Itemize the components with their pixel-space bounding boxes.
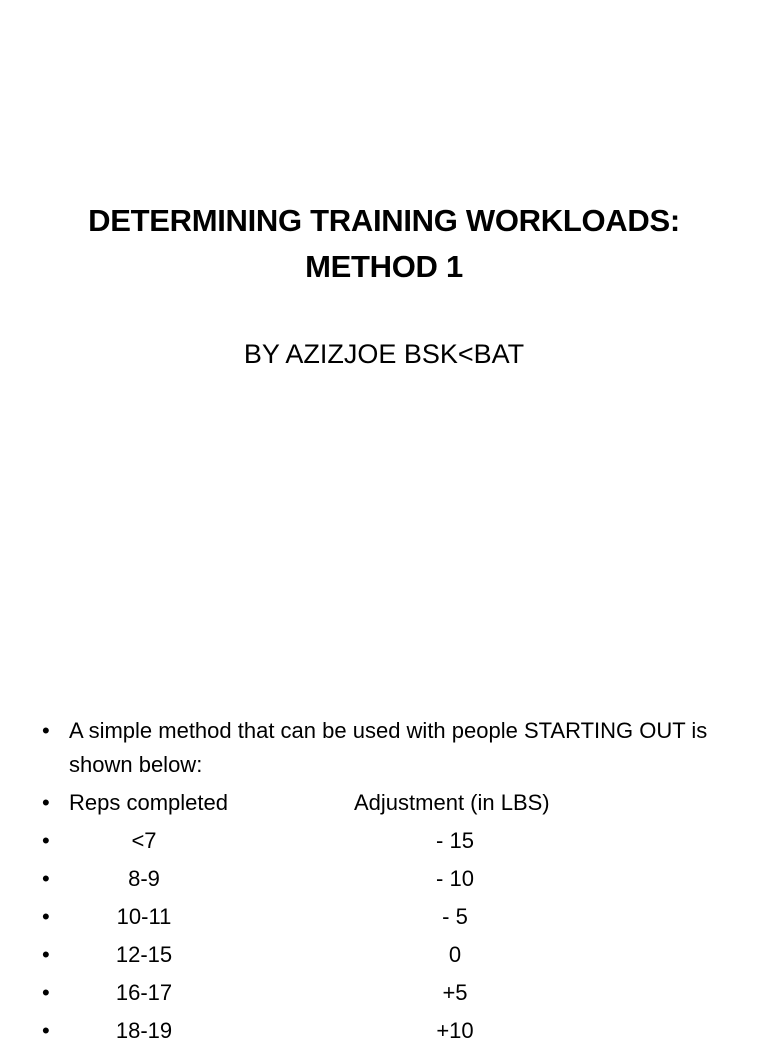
bullet-dot-icon: • bbox=[42, 1018, 50, 1043]
adjustment-value: - 5 bbox=[442, 904, 468, 929]
bullet-dot-icon: • bbox=[42, 790, 50, 815]
adjustment-value: +10 bbox=[436, 1018, 474, 1043]
slide-title bbox=[0, 198, 768, 290]
reps-value: 18-19 bbox=[115, 1018, 173, 1043]
intro-bullet bbox=[0, 714, 768, 786]
slide-subtitle: BY AZIZJOE BSK<BAT bbox=[243, 339, 525, 369]
table-row bbox=[0, 1014, 768, 1052]
reps-header: Reps completed bbox=[69, 790, 228, 815]
adjustment-header: Adjustment (in LBS) bbox=[354, 790, 550, 815]
bullet-dot-icon: • bbox=[42, 866, 50, 891]
bullet-dot-icon: • bbox=[42, 942, 50, 967]
reps-value: 16-17 bbox=[115, 980, 173, 1005]
reps-value: 10-11 bbox=[116, 904, 172, 929]
table-row bbox=[0, 900, 768, 938]
bullet-list bbox=[0, 714, 768, 1052]
content-slide bbox=[0, 680, 768, 1043]
intro-text: A simple method that can be used with people STARTING OUT is shown below: bbox=[69, 718, 708, 777]
table-row bbox=[0, 862, 768, 900]
reps-value: 8-9 bbox=[128, 866, 160, 891]
table-row bbox=[0, 938, 768, 976]
adjustment-value: +5 bbox=[442, 980, 468, 1005]
table-row bbox=[0, 824, 768, 862]
title-line-2: METHOD 1 bbox=[305, 249, 463, 284]
reps-value: <7 bbox=[131, 828, 157, 853]
adjustment-value: - 15 bbox=[436, 828, 474, 853]
adjustment-value: - 10 bbox=[436, 866, 474, 891]
bullet-dot-icon: • bbox=[42, 904, 50, 929]
bullet-dot-icon: • bbox=[42, 980, 50, 1005]
table-row bbox=[0, 976, 768, 1014]
title-line-1: DETERMINING TRAINING WORKLOADS: bbox=[88, 203, 680, 238]
table-header-bullet bbox=[0, 786, 768, 824]
reps-value: 12-15 bbox=[115, 942, 173, 967]
adjustment-value: 0 bbox=[448, 942, 462, 967]
bullet-dot-icon: • bbox=[42, 718, 50, 743]
bullet-dot-icon: • bbox=[42, 828, 50, 853]
